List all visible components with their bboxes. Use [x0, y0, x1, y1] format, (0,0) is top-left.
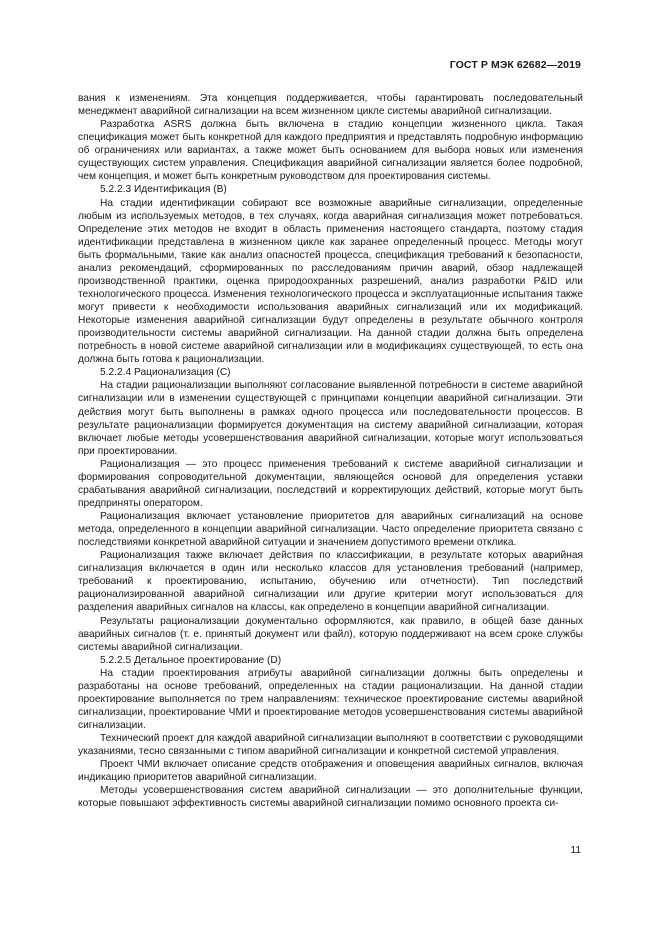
paragraph: Проект ЧМИ включает описание средств отображения и оповещения аварийных сигналов, включая индикацию приоритетов аварийной сигнализации.: [78, 759, 583, 784]
paragraph: Методы усовершенствования систем аварийной сигнализации — это дополнительные функции, которые повышают эффективность системы аварийной сигнализации помимо основного проекта си-: [78, 785, 583, 810]
paragraph-continuation: вания к изменениям. Эта концепция поддерживается, чтобы гарантировать последовательный менеджмент аварийной сигнализации на всем жизненном цикле системы аварийной сигнализации.: [78, 93, 583, 118]
section-heading-detailed-design: 5.2.2.5 Детальное проектирование (D): [100, 654, 282, 666]
paragraph: Результаты рационализации документально оформляются, как правило, в общей базе данных аварийных сигналов (т. е. принятый документ или файл), которую поддерживают на всем сроке службы системы аварийной сигнализации.: [78, 615, 583, 653]
section-heading-identification: 5.2.2.3 Идентификация (B): [100, 184, 227, 196]
paragraph: Рационализация — это процесс применения требований к системе аварийной сигнализации и формирования сопроводительной документации, являющейся основой для определения уставки срабатывания аварийной сигнализации, последствий и корректирующих действий, которые могут быть предприняты оператором.: [78, 458, 583, 509]
paragraph: На стадии идентификации собирают все возможные аварийные сигнализации, определенные любым из используемых методов, в тех случаях, когда аварийная сигнализация может потребоваться. Определение этих методов не входит в область применения настоящего стандарта, поэтому стадия идентификации представлена в жизненном цикле как заранее определенный процесс. Методы могут быть формальными, такие как анализ опасностей процесса, спецификация требований к безопасности, анализ рекомендаций, сформированных по расследованиям причин аварий, обзор надлежащей производственной практики, оценка природоохранных разрешений, анализ разработки P&ID или технологического процесса. Изменения технологического процесса и эксплуатационные испытания также могут привести к необходимости использования аварийных сигнализаций или их модификаций. Некоторые изменения аварийной сигнализации будут определены в результате обычного контроля производительности системы аварийной сигнализации. На данной стадии должна быть определена потребность в новой системе аварийной сигнализации или в модификациях существующей, то есть она должна быть готова к рационализации.: [78, 197, 583, 366]
document-body: [78, 92, 583, 810]
page-number: 11: [570, 845, 581, 856]
section-heading-rationalization: 5.2.2.4 Рационализация (C): [100, 367, 231, 379]
paragraph: На стадии проектирования атрибуты аварийной сигнализации должны быть определены и разработаны на основе требований, определенных на стадии рационализации. На данной стадии проектирование выполняется по трем направлениям: техническое проектирование системы аварийной сигнализации, проектирование ЧМИ и проектирование методов усовершенствования системы аварийной сигнализации.: [78, 667, 583, 731]
document-header: ГОСТ Р МЭК 62682—2019: [449, 59, 581, 71]
paragraph: На стадии рационализации выполняют согласование выявленной потребности в системе аварийной сигнализации или в изменении существующей с принципами концепции аварийной сигнализации. Эти действия могут быть выполнены в рамках одного процесса или последовательности процессов. В результате рационализации формируется документация на систему аварийной сигнализации, которая включает любые методы усовершенствования аварийной сигнализации, которые могут использоваться при проектировании.: [78, 380, 583, 457]
paragraph: Рационализация включает установление приоритетов для аварийных сигнализаций на основе метода, определенного в концепции аварийной сигнализации. Часто определение приоритета связано с последствиями конкретной аварийной ситуации и значением допустимого времени отклика.: [78, 511, 583, 549]
paragraph: Технический проект для каждой аварийной сигнализации выполняют в соответствии с руководящими указаниями, тесно связанными с типом аварийной сигнализации и конкретной системой управления.: [78, 733, 583, 758]
paragraph: Разработка ASRS должна быть включена в стадию концепции жизненного цикла. Такая спецификация может быть конкретной для каждого предприятия и представлять подробную информацию об ограничениях или вариантах, а также может быть основанием для выбора новых или изменения существующих систем управления. Спецификация аварийной сигнализации является более подробной, чем концепция, и может быть конкретным руководством для проектирования системы.: [78, 119, 583, 183]
paragraph: Рационализация также включает действия по классификации, в результате которых аварийная сигнализация включается в один или несколько классов для установления требований (например, требований к проектированию, испытанию, обучению или отчетности). Тип последствий рационализированной аварийной сигнализации или другие критерии могут использоваться для разделения аварийных сигналов на классы, как определено в концепции аварийной сигнализации.: [78, 550, 583, 614]
